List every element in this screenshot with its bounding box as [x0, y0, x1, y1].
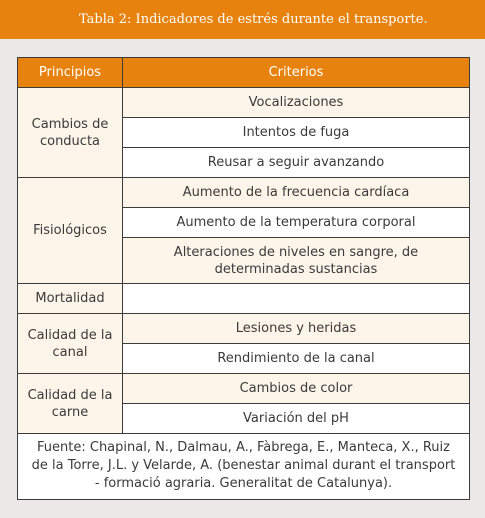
principio-cell: Calidad de la canal	[18, 314, 123, 374]
criterio-cell: Lesiones y heridas	[123, 314, 470, 344]
principio-cell: Fisiológicos	[18, 178, 123, 284]
header-principios: Principios	[18, 58, 123, 88]
criterio-cell: Aumento de la temperatura corporal	[123, 208, 470, 238]
source-note: Fuente: Chapinal, N., Dalmau, A., Fàbrega, E., Manteca, X., Ruiz de la Torre, J.L. y Velarde, A. (benestar animal durant el transport - formació agraria. Generalitat de Catalunya).	[18, 434, 470, 500]
criterio-cell: Vocalizaciones	[123, 88, 470, 118]
criterio-cell: Intentos de fuga	[123, 118, 470, 148]
table-caption: Tabla 2: Indicadores de estrés durante el transporte.	[0, 0, 485, 39]
table-row	[18, 284, 470, 314]
criterio-cell: Alteraciones de niveles en sangre, de determinadas sustancias	[123, 238, 470, 284]
source-row	[18, 434, 470, 500]
criterio-cell: Aumento de la frecuencia cardíaca	[123, 178, 470, 208]
criterio-cell	[123, 284, 470, 314]
principio-cell: Mortalidad	[18, 284, 123, 314]
principio-cell: Calidad de la carne	[18, 374, 123, 434]
criterio-cell: Rendimiento de la canal	[123, 344, 470, 374]
criterio-cell: Variación del pH	[123, 404, 470, 434]
table-row	[18, 314, 470, 344]
table-header-row	[18, 58, 470, 88]
criterio-cell: Reusar a seguir avanzando	[123, 148, 470, 178]
principio-cell: Cambios de conducta	[18, 88, 123, 178]
criterio-cell: Cambios de color	[123, 374, 470, 404]
table-row	[18, 374, 470, 404]
table-row	[18, 178, 470, 208]
stress-indicators-table	[17, 57, 470, 500]
header-criterios: Criterios	[123, 58, 470, 88]
table-row	[18, 88, 470, 118]
